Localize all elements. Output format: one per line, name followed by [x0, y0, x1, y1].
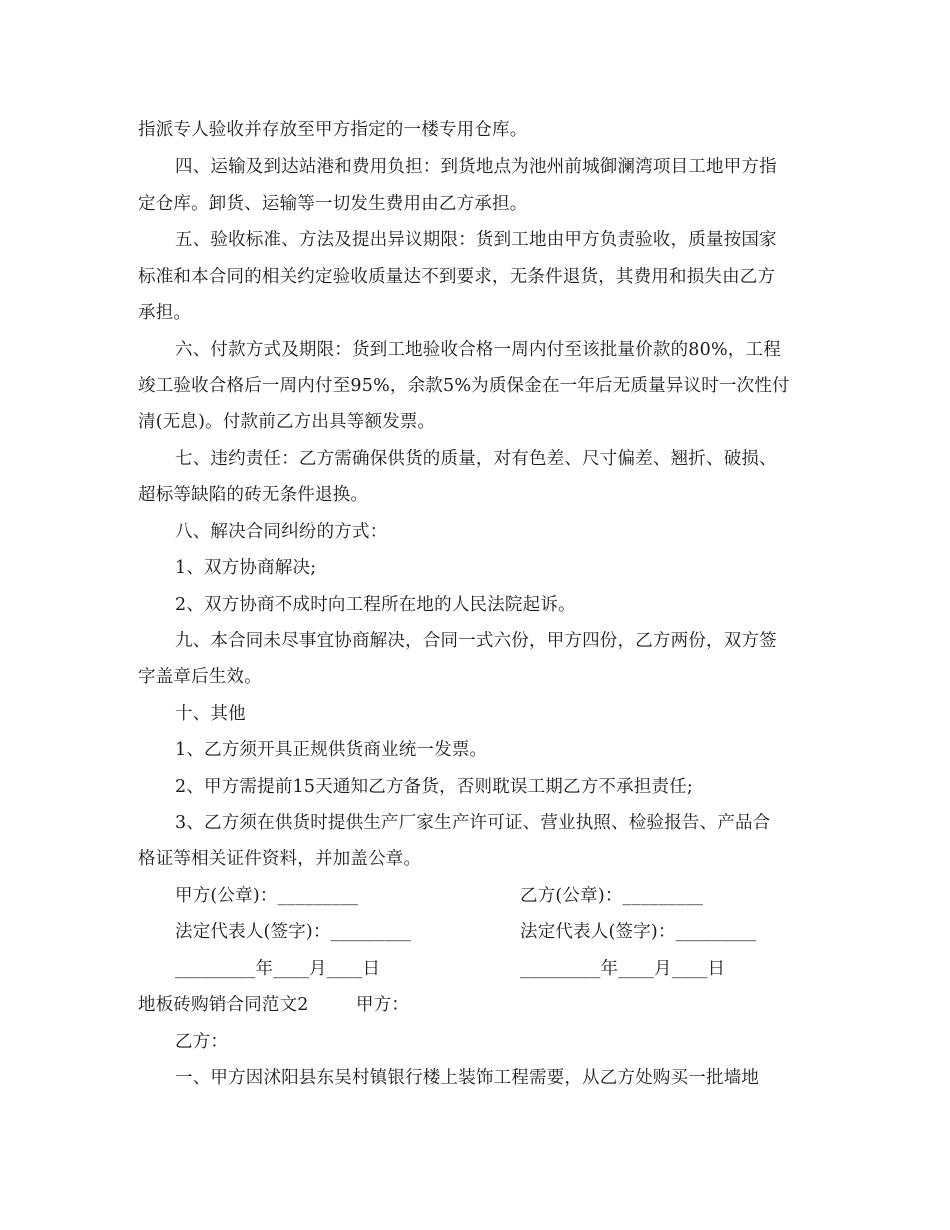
paragraph-line: 承担。 [138, 303, 192, 323]
paragraph-line: 1、乙方须开具正规供货商业统一发票。 [175, 740, 488, 760]
paragraph-line: 超标等缺陷的砖无条件退换。 [138, 485, 369, 505]
party-b-date: _________年____月____日 [520, 959, 726, 979]
contract-heading: 地板砖购销合同范文2 [138, 995, 309, 1015]
paragraph-line: 八、解决合同纠纷的方式： [175, 522, 388, 542]
party-b-seal: 乙方(公章)：_________ [520, 886, 704, 906]
paragraph-line: 竣工验收合格后一周内付至95%，余款5%为质保金在一年后无质量异议时一次性付 [138, 376, 790, 396]
paragraph-line: 七、违约责任：乙方需确保供货的质量，对有色差、尺寸偏差、翘折、破损、 [175, 449, 777, 469]
paragraph-line: 标准和本合同的相关约定验收质量达不到要求，无条件退货，其费用和损失由乙方 [138, 267, 776, 287]
paragraph-line: 2、双方协商不成时向工程所在地的人民法院起诉。 [175, 595, 576, 615]
party-a-seal: 甲方(公章)：_________ [175, 886, 359, 906]
paragraph-line: 一、甲方因沭阳县东吴村镇银行楼上装饰工程需要，从乙方处购买一批墙地 [175, 1068, 760, 1088]
party-a-date: _________年____月____日 [175, 959, 381, 979]
paragraph-line: 六、付款方式及期限：货到工地验收合格一周内付至该批量价款的80%，工程 [175, 340, 781, 360]
paragraph-line: 定仓库。卸货、运输等一切发生费用由乙方承担。 [138, 194, 528, 214]
paragraph-line: 五、验收标准、方法及提出异议期限：货到工地由甲方负责验收，质量按国家 [175, 230, 777, 250]
party-a-representative: 法定代表人(签字)：_________ [175, 922, 412, 942]
party-b-label: 乙方： [175, 1032, 229, 1052]
paragraph-line: 清(无息)。付款前乙方出具等额发票。 [138, 412, 436, 432]
paragraph-line: 2、甲方需提前15天通知乙方备货，否则耽误工期乙方不承担责任; [175, 777, 693, 797]
paragraph-line: 1、双方协商解决; [175, 558, 317, 578]
party-a-label: 甲方： [356, 995, 410, 1015]
paragraph-line: 指派专人验收并存放至甲方指定的一楼专用仓库。 [138, 120, 528, 140]
paragraph-line: 四、运输及到达站港和费用负担：到货地点为池州前城御澜湾项目工地甲方指 [175, 157, 777, 177]
party-b-representative: 法定代表人(签字)：_________ [520, 922, 757, 942]
paragraph-line: 十、其他 [175, 704, 246, 724]
paragraph-line: 字盖章后生效。 [138, 667, 262, 687]
paragraph-line: 九、本合同未尽事宜协商解决，合同一式六份，甲方四份，乙方两份，双方签 [175, 631, 777, 651]
paragraph-line: 格证等相关证件资料，并加盖公章。 [138, 849, 422, 869]
paragraph-line: 3、乙方须在供货时提供生产厂家生产许可证、营业执照、检验报告、产品合 [175, 813, 771, 833]
